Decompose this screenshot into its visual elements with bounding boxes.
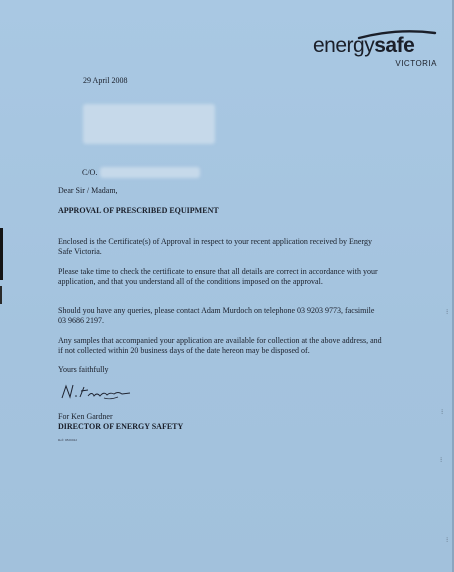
letter-date: 29 April 2008 bbox=[83, 76, 128, 85]
paragraph-4-line-1: Any samples that accompanied your application are available for collection at the above address, and bbox=[58, 336, 382, 345]
logo-brand-light: energy bbox=[313, 34, 375, 57]
scan-edge-mark bbox=[0, 286, 2, 304]
redacted-address-block bbox=[83, 104, 215, 144]
paragraph-1-line-2: Safe Victoria. bbox=[58, 247, 102, 256]
scan-speck: ⁝ bbox=[446, 536, 449, 544]
paragraph-2-line-2: application, and that you understand all of the conditions imposed on the approval. bbox=[58, 277, 323, 286]
paragraph-3-line-2: 03 9686 2197. bbox=[58, 316, 104, 325]
paragraph-4-line-2: if not collected within 20 business days of the date hereon may be disposed of. bbox=[58, 346, 310, 355]
logo-wordmark bbox=[313, 34, 414, 58]
scan-edge-mark bbox=[0, 228, 3, 280]
scan-speck: ⁝ bbox=[440, 456, 443, 464]
logo-subtitle: VICTORIA bbox=[395, 59, 437, 68]
closing: Yours faithfully bbox=[58, 365, 109, 374]
salutation: Dear Sir / Madam, bbox=[58, 186, 118, 195]
handwritten-signature bbox=[60, 382, 140, 404]
redacted-co-name bbox=[100, 167, 200, 178]
logo-brand-bold: safe bbox=[374, 34, 415, 57]
scan-speck: ⁝ bbox=[446, 308, 449, 316]
co-label: C/O. bbox=[82, 168, 98, 177]
letter-subject: APPROVAL OF PRESCRIBED EQUIPMENT bbox=[58, 206, 219, 215]
scan-speck: ⁝ bbox=[441, 408, 444, 416]
for-line: For Ken Gardner bbox=[58, 412, 113, 421]
paragraph-1-line-1: Enclosed is the Certificate(s) of Approval in respect to your recent application received by Energy bbox=[58, 237, 372, 246]
paragraph-2-line-1: Please take time to check the certificate to ensure that all details are correct in accordance with your bbox=[58, 267, 378, 276]
paragraph-3-line-1: Should you have any queries, please contact Adam Murdoch on telephone 03 9203 9773, facsimile bbox=[58, 306, 375, 315]
reference-number: Ref: 0826042 bbox=[58, 438, 78, 442]
energysafe-logo bbox=[313, 30, 445, 74]
signatory-title: DIRECTOR OF ENERGY SAFETY bbox=[58, 422, 184, 431]
